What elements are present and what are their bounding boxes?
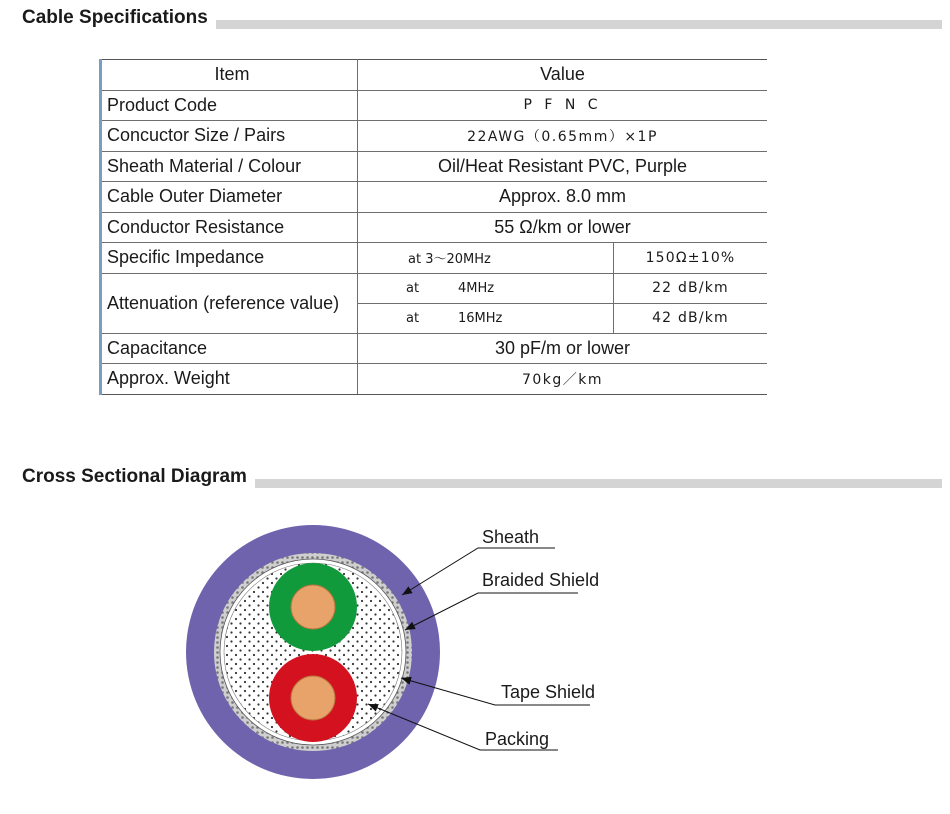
condition-at: at <box>408 252 422 268</box>
table-row <box>101 182 768 213</box>
row-label: Sheath Material / Colour <box>101 151 358 182</box>
row-label: Product Code <box>101 90 358 121</box>
condition-freq: 16MHz <box>458 310 503 326</box>
table-header-row <box>101 60 768 91</box>
row-value: 150Ω±10% <box>614 243 768 274</box>
table-row <box>101 273 768 303</box>
row-label: Approx. Weight <box>101 364 358 395</box>
spec-table <box>99 59 767 395</box>
row-value: P F N C <box>358 90 768 121</box>
cable-body <box>186 525 440 779</box>
conductor-core <box>291 676 335 720</box>
row-label: Concuctor Size / Pairs <box>101 121 358 152</box>
table-row <box>101 121 768 152</box>
conductor-core <box>291 585 335 629</box>
row-value: 70kg／km <box>358 364 768 395</box>
cross-section-diagram <box>0 500 950 809</box>
table-row <box>101 364 768 395</box>
row-value: 42 dB/km <box>614 303 768 333</box>
table-row <box>101 90 768 121</box>
label-tape-shield: Tape Shield <box>501 682 596 702</box>
condition-range: 3～20MHz <box>425 252 491 268</box>
row-value: 22AWG（0.65mm）×1P <box>358 121 768 152</box>
header-value: Value <box>358 60 768 91</box>
label-braided-shield: Braided Shield <box>482 570 600 590</box>
section-title: Cross Sectional Diagram <box>18 464 255 490</box>
section-title: Cable Specifications <box>18 5 216 31</box>
condition-at: at <box>406 310 420 326</box>
row-value: Oil/Heat Resistant PVC, Purple <box>358 151 768 182</box>
row-condition <box>358 273 614 303</box>
row-label: Conductor Resistance <box>101 212 358 243</box>
row-condition <box>358 303 614 333</box>
row-label: Specific Impedance <box>101 243 358 274</box>
label-sheath: Sheath <box>482 527 540 547</box>
row-label: Capacitance <box>101 333 358 364</box>
table-row <box>101 243 768 274</box>
row-condition <box>358 243 614 274</box>
section-heading-diagram <box>18 464 942 490</box>
table-row <box>101 333 768 364</box>
row-value: 22 dB/km <box>614 273 768 303</box>
row-value: 55 Ω/km or lower <box>358 212 768 243</box>
label-packing: Packing <box>485 729 550 749</box>
section-heading-specs <box>18 5 942 31</box>
header-item: Item <box>101 60 358 91</box>
row-value: Approx. 8.0 mm <box>358 182 768 213</box>
table-row <box>101 212 768 243</box>
table-row <box>101 151 768 182</box>
row-label: Attenuation (reference value) <box>101 273 358 333</box>
row-value: 30 pF/m or lower <box>358 333 768 364</box>
row-label: Cable Outer Diameter <box>101 182 358 213</box>
cable-cross-section <box>0 500 950 809</box>
condition-freq: 4MHz <box>458 280 495 296</box>
condition-at: at <box>406 280 420 296</box>
